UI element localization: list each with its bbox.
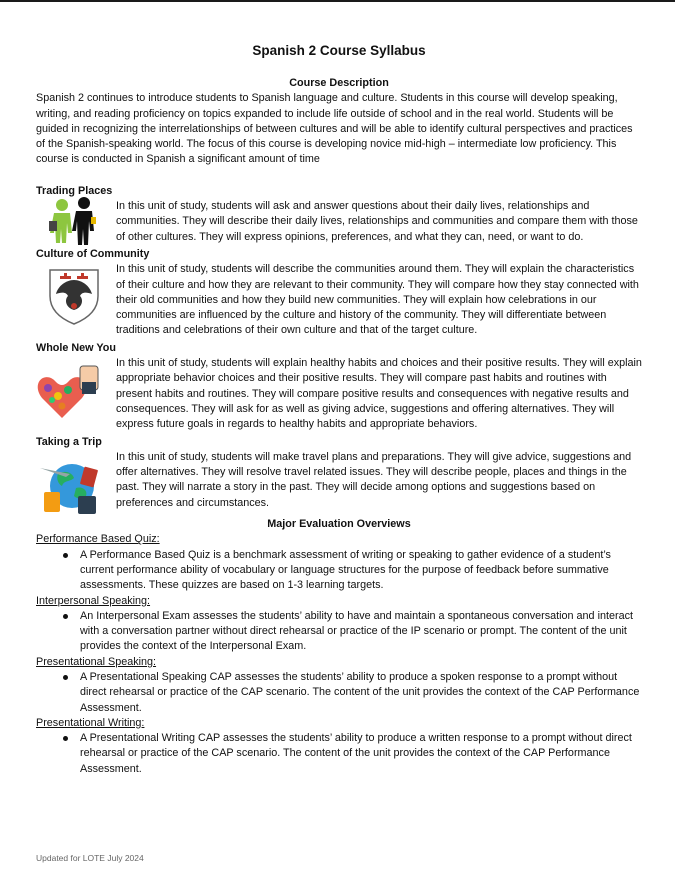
course-description-heading: Course Description — [289, 77, 389, 89]
evaluation-presentational-writing — [36, 716, 642, 777]
evaluation-presentational-speaking — [36, 655, 642, 716]
unit-title: Taking a Trip — [36, 435, 102, 448]
travel-globe-icon — [36, 450, 116, 511]
healthy-heart-icon — [36, 356, 116, 432]
unit-trading-places — [36, 184, 642, 245]
bullet-icon — [36, 731, 80, 777]
unit-description: In this unit of study, students will ask and answer questions about their daily lives, relationships and communities. They will describe their daily lives, relationships and communities and compare them with those of other cultures. They will express opinions, preferences, and what they can, need, or want to do. — [116, 200, 638, 243]
unit-title: Whole New You — [36, 341, 116, 354]
bullet-icon — [36, 670, 80, 716]
page-footer: Updated for LOTE July 2024 — [36, 853, 144, 863]
evaluations-heading: Major Evaluation Overviews — [267, 518, 411, 531]
evaluation-text: A Performance Based Quiz is a benchmark assessment of writing or speaking to gather evidence of a student’s current performance ability of vocabulary or language structures for the purpose of feedback before summative assessments. These quizzes are based on 1-3 learning targets. — [80, 548, 611, 592]
evaluation-label: Interpersonal Speaking: — [36, 594, 151, 607]
coat-of-arms-icon — [36, 262, 116, 338]
unit-culture-of-community — [36, 247, 642, 339]
unit-description: In this unit of study, students will describe the communities around them. They will explain the characteristics of their culture and how they are relevant to their community. They will compare how they stay connected with their old communities and how they build new communities. They will explain how celebrations in our communities are influenced by the culture and history of the community. They will differentiate between traditions and celebrations of their own culture and that of the target culture. — [116, 263, 639, 337]
unit-whole-new-you — [36, 341, 642, 433]
unit-title: Trading Places — [36, 184, 113, 197]
unit-description: In this unit of study, students will make travel plans and preparations. They will give advice, suggestions and offer alternatives. They will resolve travel related issues. They will describe people, places and things in the past. They will narrate a story in the past. They will decide among options and suggestions based on preferences and circumstances. — [116, 450, 632, 509]
unit-title: Culture of Community — [36, 247, 150, 260]
page-top-border — [0, 0, 675, 2]
evaluation-label: Presentational Speaking: — [36, 655, 157, 668]
bullet-icon — [36, 609, 80, 655]
bullet-icon — [36, 548, 80, 594]
evaluation-interpersonal-speaking — [36, 594, 642, 655]
evaluation-text: An Interpersonal Exam assesses the students’ ability to have and maintain a spontaneous conversation and interact with a conversation partner without direct rehearsal or practice of the IP scenario or prompt. The content of the unit provides the context of the Interpersonal Exam. — [80, 609, 633, 653]
evaluation-label: Performance Based Quiz: — [36, 533, 160, 546]
course-description-text: Spanish 2 continues to introduce students to Spanish language and culture. Students in this course will develop speaking, writing, and reading proficiency on topics expanded to include life outside of school and in the real world. Students will be guided in recognizing the interrelationships of between cultures and will be able to identify cultural perspectives and practices of the Spanish-speaking world. The focus of this course is developing novice mid-high – intermediate low proficiency. This course is conducted in Spanish a significant amount of time — [36, 92, 633, 166]
evaluation-text: A Presentational Speaking CAP assesses the students’ ability to produce a spoken response to a prompt without direct rehearsal or practice of the CAP scenario. The content of the unit provides the context of the CAP Performance Assessment. — [80, 670, 640, 714]
evaluation-performance-quiz — [36, 532, 642, 593]
people-icon — [36, 199, 116, 245]
evaluation-text: A Presentational Writing CAP assesses the students’ ability to produce a written response to a prompt without direct rehearsal or practice of the CAP scenario. The content of the unit provides the context of the CAP Performance Assessment. — [80, 732, 632, 775]
page-title: Spanish 2 Course Syllabus — [252, 43, 426, 58]
unit-taking-a-trip — [36, 435, 642, 511]
syllabus-page — [36, 42, 642, 777]
evaluation-label: Presentational Writing: — [36, 716, 145, 729]
unit-description: In this unit of study, students will explain healthy habits and choices and their positive results. They will explain appropriate behavior choices and their positive results. They will compare past habits and routines with present habits and routines. They will compare positive results and consequences with negative results and consequences. They will ask for as well as giving advice, suggestions and offering alternatives. They will express future goals in regards to healthy habits and appropriate behaviors. — [116, 357, 642, 431]
